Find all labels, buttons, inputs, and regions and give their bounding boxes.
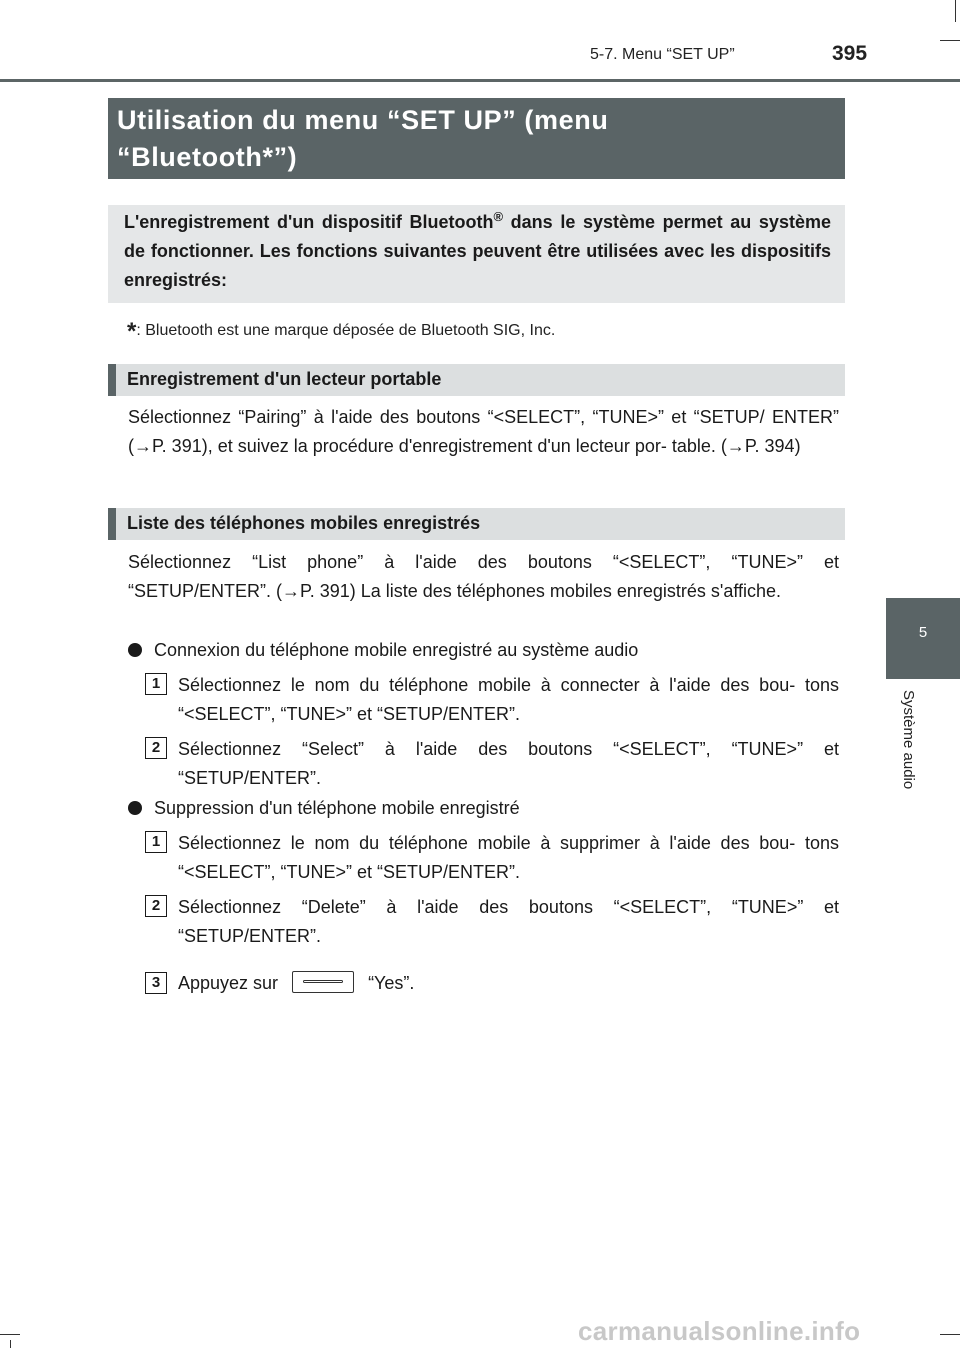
crop-mark [10, 1340, 11, 1348]
step-text: Sélectionnez “Delete” à l'aide des boutons “<SELECT”, “TUNE>” et “SETUP/ENTER”. [178, 897, 839, 946]
footnote [127, 318, 555, 346]
bullet-dot-icon [128, 801, 142, 815]
title-line-2: “Bluetooth*”) [117, 142, 298, 172]
bullet-label: Connexion du téléphone mobile enregistré au système audio [154, 640, 639, 660]
intro-text-end: dans le système permet au système de fonctionner. Les fonctions suivantes peuvent être utilisées avec les dispositifs enregistrés: [124, 212, 831, 290]
intro-text-start: L'enregistrement d'un dispositif Bluetooth [124, 212, 494, 232]
header-rule [0, 79, 960, 82]
step-number: 1 [145, 831, 167, 853]
crop-mark [955, 0, 956, 22]
page-number: 395 [832, 42, 868, 65]
step-number: 2 [145, 895, 167, 917]
step-number: 1 [145, 673, 167, 695]
step-text-after: “Yes”. [368, 973, 415, 993]
section-heading-phone-list: Liste des téléphones mobiles enregistrés [108, 508, 845, 540]
step-number: 2 [145, 737, 167, 759]
bullet-label: Suppression d'un téléphone mobile enregistré [154, 798, 520, 818]
step-text: Sélectionnez le nom du téléphone mobile à connecter à l'aide des bou- tons “<SELECT”, “TUNE>” et “SETUP/ENTER”. [178, 675, 839, 724]
section-heading-portable-player: Enregistrement d'un lecteur portable [108, 364, 845, 396]
step-text-press-yes [178, 969, 839, 998]
chapter-label: Système audio [900, 690, 917, 790]
step-text: Sélectionnez “Select” à l'aide des boutons “<SELECT”, “TUNE>” et “SETUP/ENTER”. [178, 739, 839, 788]
page-title [108, 98, 845, 179]
intro-box [108, 205, 845, 303]
step-text: Sélectionnez le nom du téléphone mobile à supprimer à l'aide des bou- tons “<SELECT”, “TUNE>” et “SETUP/ENTER”. [178, 833, 839, 882]
bullet-delete [128, 794, 520, 823]
registered-mark: ® [493, 209, 504, 224]
chapter-number: 5 [918, 624, 928, 641]
step-number: 3 [145, 972, 167, 994]
section-text-phone-list: Sélectionnez “List phone” à l'aide des boutons “<SELECT”, “TUNE>” et “SETUP/ENTER”. (→P. 391) La liste des téléphones mobiles enregistrés s'affiche. [128, 552, 839, 601]
crop-mark [0, 1334, 20, 1335]
crop-mark [940, 1334, 960, 1335]
crop-mark [940, 40, 960, 41]
footnote-star: * [127, 318, 137, 345]
footnote-text: : Bluetooth est une marque déposée de Bluetooth SIG, Inc. [136, 322, 556, 339]
title-line-1: Utilisation du menu “SET UP” (menu [117, 105, 609, 135]
section-text-portable-player: Sélectionnez “Pairing” à l'aide des boutons “<SELECT”, “TUNE>” et “SETUP/ ENTER” (→P. 391), et suivez la procédure d'enregistrement d'un lecteur por- table. (→P. 394) [128, 407, 839, 456]
chapter-tab [886, 598, 960, 679]
bullet-connect [128, 636, 638, 665]
step-text-before: Appuyez sur [178, 973, 279, 993]
control-button-icon [292, 971, 354, 993]
running-header-section: 5-7. Menu “SET UP” [590, 46, 735, 63]
bullet-dot-icon [128, 643, 142, 657]
watermark: carmanualsonline.info [578, 1316, 861, 1346]
